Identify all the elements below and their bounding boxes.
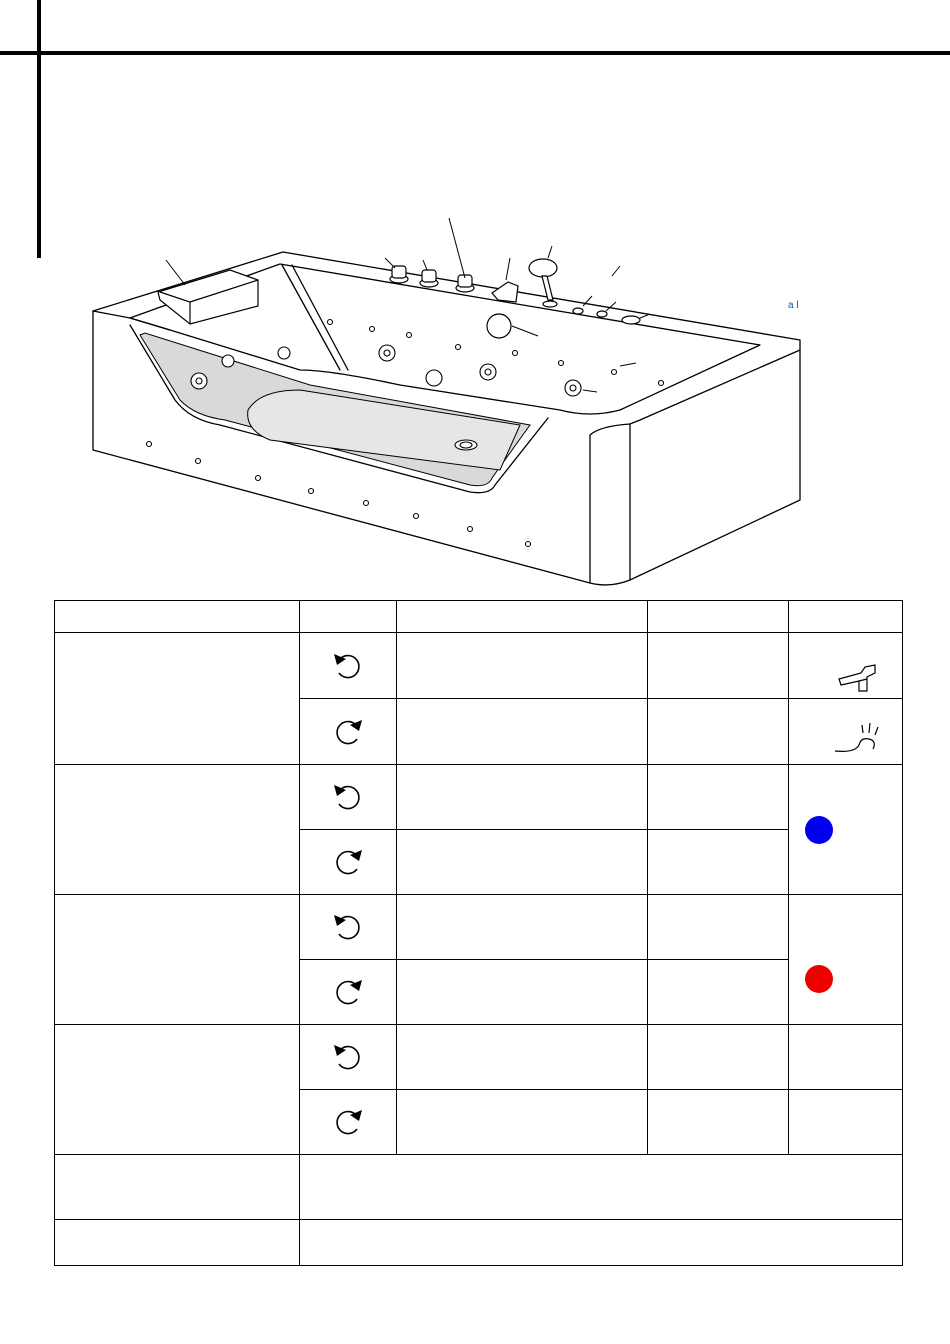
- direction-cell: [300, 1090, 397, 1155]
- table-row: [55, 895, 903, 960]
- rotate-counterclockwise-icon: [328, 1037, 368, 1077]
- rotate-counterclockwise-icon: [328, 777, 368, 817]
- footer-label-cell: [55, 1155, 300, 1220]
- description-cell: [397, 633, 648, 699]
- header-cell: [789, 601, 903, 633]
- header-cell: [648, 601, 789, 633]
- table-row: [55, 1220, 903, 1266]
- hand-shower-icon: [789, 699, 899, 761]
- value-cell: [648, 633, 789, 699]
- description-cell: [397, 1090, 648, 1155]
- description-cell: [397, 895, 648, 960]
- description-cell: [397, 699, 648, 765]
- direction-cell: [300, 960, 397, 1025]
- footer-value-cell: [300, 1220, 903, 1266]
- control-name-cell: [55, 1025, 300, 1155]
- stray-glyph: a l: [788, 300, 799, 311]
- description-cell: [397, 1025, 648, 1090]
- value-cell: [648, 1090, 789, 1155]
- footer-value-cell: [300, 1155, 903, 1220]
- table-row: [55, 765, 903, 830]
- control-name-cell: [55, 895, 300, 1025]
- table-row: [55, 633, 903, 699]
- indicator-cell: [789, 1025, 903, 1090]
- description-cell: [397, 960, 648, 1025]
- direction-cell: [300, 1025, 397, 1090]
- direction-cell: [300, 633, 397, 699]
- header-cell: [300, 601, 397, 633]
- blue-dot-icon: [805, 816, 833, 844]
- rotate-counterclockwise-icon: [328, 646, 368, 686]
- red-dot-icon: [805, 965, 833, 993]
- function-table: [54, 600, 903, 1266]
- indicator-cell: [789, 765, 903, 895]
- direction-cell: [300, 895, 397, 960]
- bathtub-diagram: [0, 200, 950, 600]
- direction-cell: [300, 830, 397, 895]
- indicator-cell: [789, 633, 903, 699]
- rotate-clockwise-icon: [328, 1102, 368, 1142]
- header-rule-horizontal: [0, 51, 950, 55]
- value-cell: [648, 960, 789, 1025]
- header-cell: [397, 601, 648, 633]
- value-cell: [648, 699, 789, 765]
- table-row: [55, 1025, 903, 1090]
- table-row: [55, 1155, 903, 1220]
- rotate-clockwise-icon: [328, 972, 368, 1012]
- description-cell: [397, 830, 648, 895]
- rotate-clockwise-icon: [328, 842, 368, 882]
- value-cell: [648, 765, 789, 830]
- control-name-cell: [55, 633, 300, 765]
- control-name-cell: [55, 765, 300, 895]
- indicator-cell: [789, 1090, 903, 1155]
- table-header-row: [55, 601, 903, 633]
- faucet-icon: [789, 633, 899, 695]
- description-cell: [397, 765, 648, 830]
- indicator-cell: [789, 895, 903, 1025]
- value-cell: [648, 1025, 789, 1090]
- indicator-cell: [789, 699, 903, 765]
- header-cell: [55, 601, 300, 633]
- value-cell: [648, 895, 789, 960]
- direction-cell: [300, 699, 397, 765]
- rotate-clockwise-icon: [328, 712, 368, 752]
- footer-label-cell: [55, 1220, 300, 1266]
- direction-cell: [300, 765, 397, 830]
- value-cell: [648, 830, 789, 895]
- rotate-counterclockwise-icon: [328, 907, 368, 947]
